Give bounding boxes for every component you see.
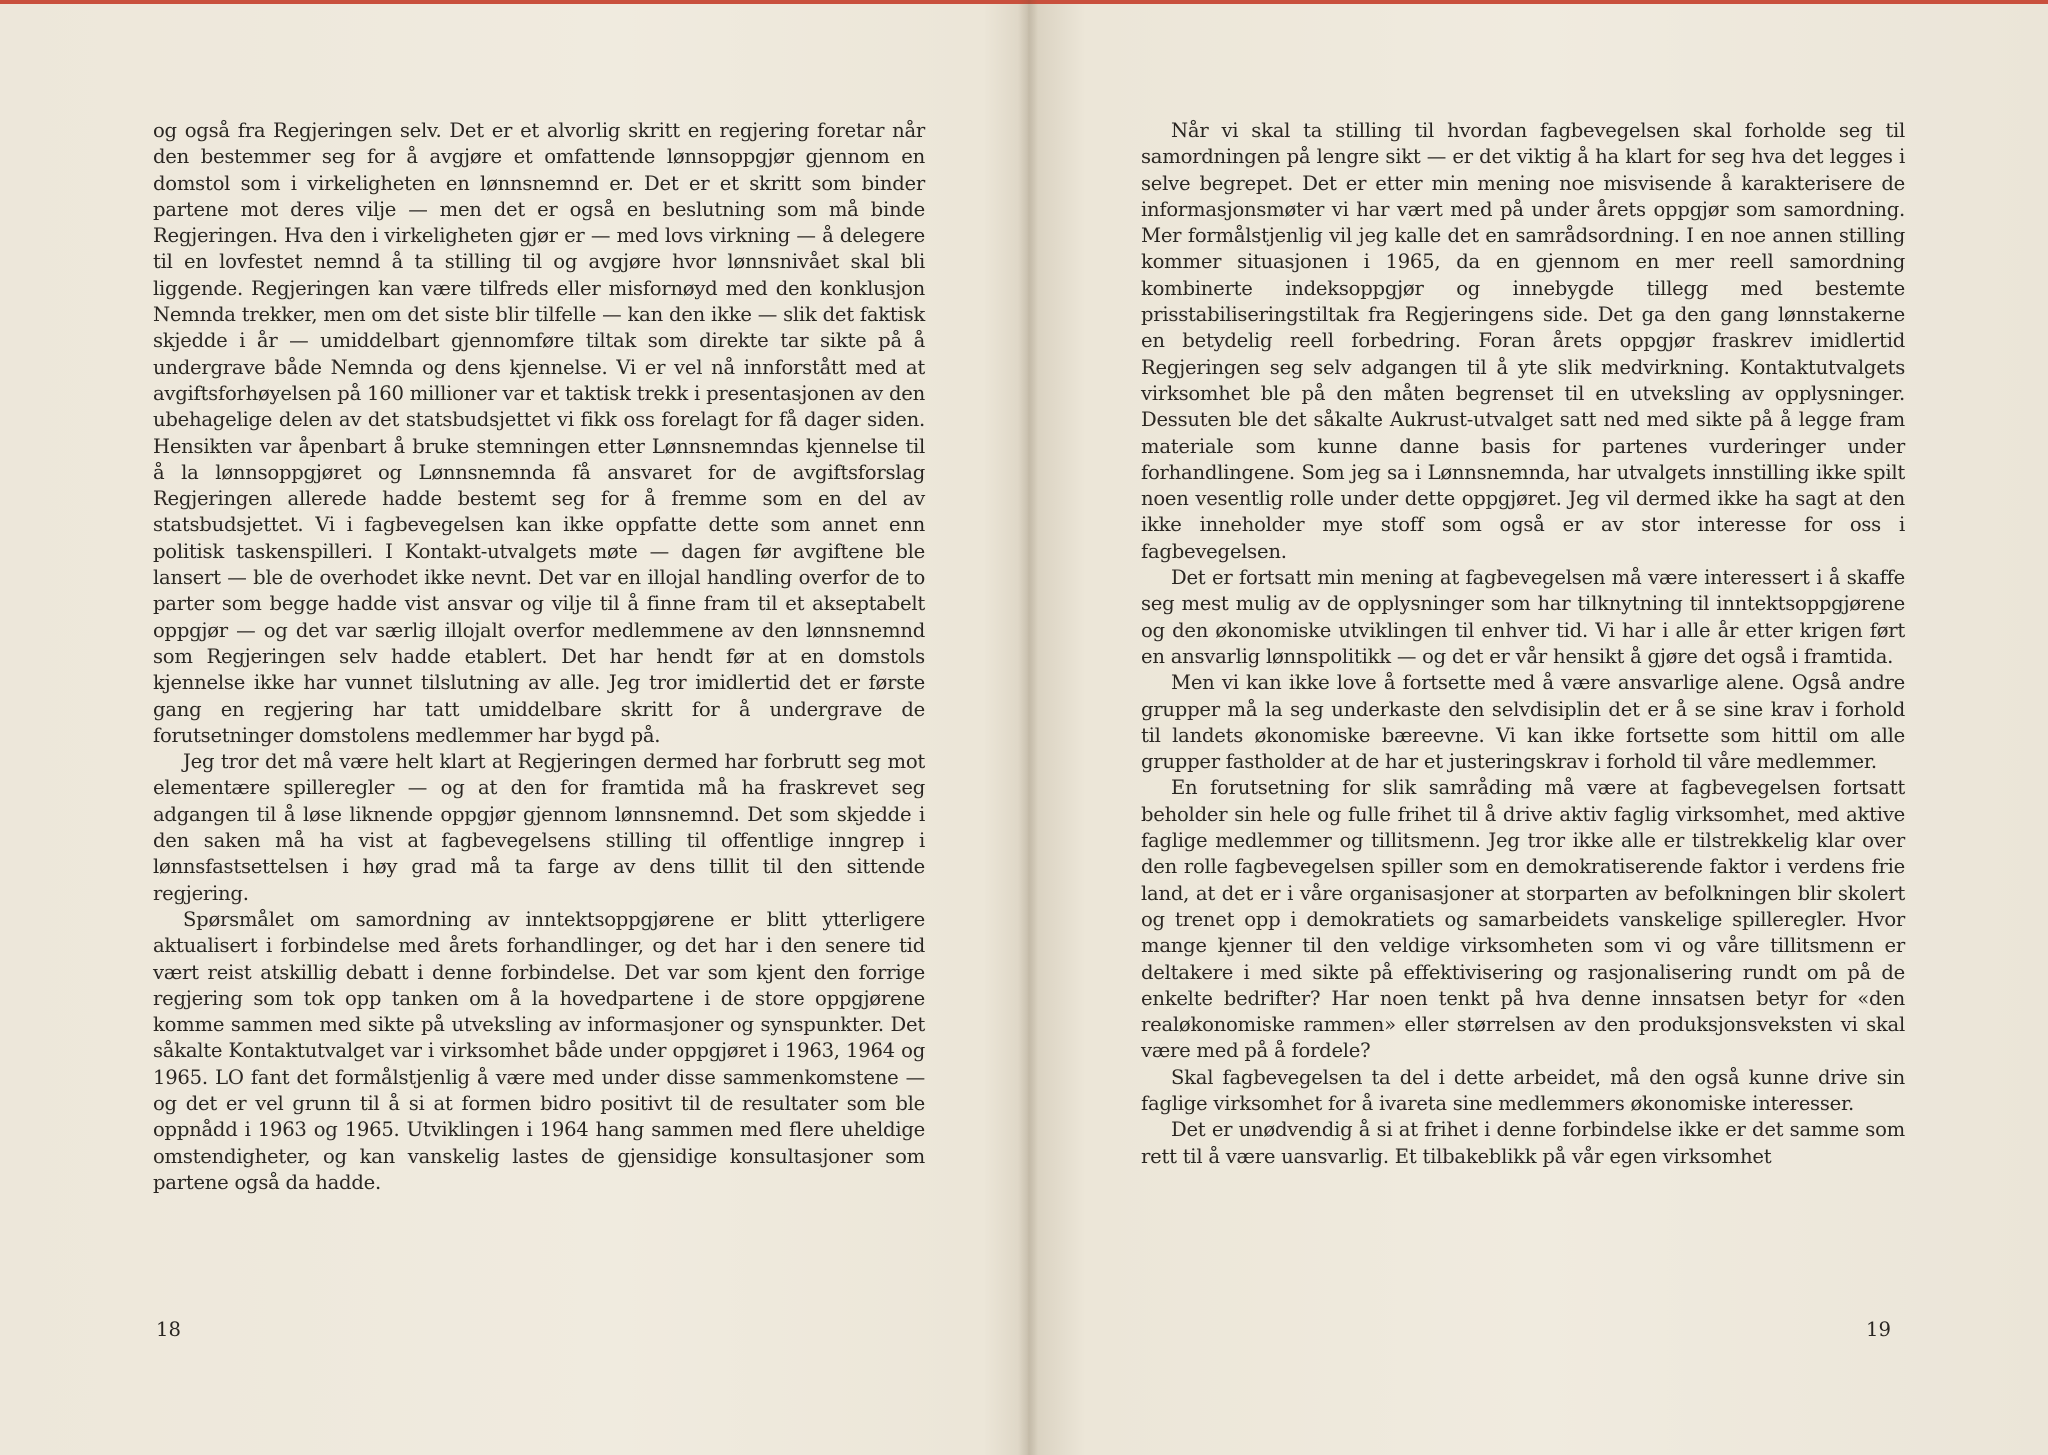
right-paragraph-4: En forutsetning for slik samråding må være at fagbevegelsen fortsatt beholder sin hele og fulle frihet til å drive aktiv faglig virksomhet, med aktive faglige medlemmer og tillitsmenn. Jeg tror ikke alle er tilstrekkelig klar over den rolle fagbevegelsen spiller som en demokratiserende faktor i verdens frie land, at det er i våre organisasjoner at storparten av befolkningen blir skolert og trenet opp i demokratiets og samarbeidets vanskelige spilleregler. Hvor mange kjenner til den veldige virksomheten som vi og våre tillitsmenn er deltakere i med sikte på effektivisering og rasjonalisering rundt om på de enkelte bedrifter? Har noen tenkt på hva denne innsatsen betyr for «den realøkonomiske rammen» eller størrelsen av den produksjonsveksten vi skal være med på å fordele? <box>1141 776 1905 1063</box>
left-paragraph-2: Jeg tror det må være helt klart at Regjeringen dermed har forbrutt seg mot elementære spilleregler — og at den for framtida må ha fraskrevet seg adgangen til å løse liknende oppgjør gjennom lønnsnemnd. Det som skjedde i den saken må ha vist at fagbevegelsens stilling til offentlige inngrep i lønnsfastsettelsen i høy grad må ta farge av dens tillit til den sittende regjering. <box>153 750 925 905</box>
left-page-text <box>153 118 925 1196</box>
left-paragraph-1: og også fra Regjeringen selv. Det er et alvorlig skritt en regjering foretar når den bestemmer seg for å avgjøre et omfattende lønnsoppgjør gjennom en domstol som i virkeligheten en lønnsnemnd er. Det er et skritt som binder partene mot deres vilje — men det er også en beslutning som må binde Regjeringen. Hva den i virkeligheten gjør er — med lovs virkning — å delegere til en lovfestet nemnd å ta stilling til og avgjøre hvor lønnsnivået skal bli liggende. Regjeringen kan være tilfreds eller misfornøyd med den konklusjon Nemnda trekker, men om det siste blir tilfelle — kan den ikke — slik det faktisk skjedde i år — umiddelbart gjennomføre tiltak som direkte tar sikte på å undergrave både Nemnda og dens kjennelse. Vi er vel nå innforstått med at avgiftsforhøyelsen på 160 millioner var et taktisk trekk i presentasjonen av den ubehagelige delen av det statsbudsjettet vi fikk oss forelagt for få dager siden. Hensikten var åpenbart å bruke stemningen etter Lønnsnemndas kjennelse til å la lønnsoppgjøret og Lønnsnemnda få ansvaret for de avgiftsforslag Regjeringen allerede hadde bestemt seg for å fremme som en del av statsbudsjettet. Vi i fagbevegelsen kan ikke oppfatte dette som annet enn politisk taskenspilleri. I Kontakt-utvalgets møte — dagen før avgiftene ble lansert — ble de overhodet ikke nevnt. Det var en illojal handling overfor de to parter som begge hadde vist ansvar og vilje til å finne fram til et akseptabelt oppgjør — og det var særlig illojalt overfor medlemmene av den lønnsnemnd som Regjeringen selv hadde etablert. Det har hendt før at en domstols kjennelse ikke har vunnet tilslutning av alle. Jeg tror imidlertid det er første gang en regjering har tatt umiddelbare skritt for å undergrave de forutsetninger domstolens medlemmer har bygd på. <box>153 119 925 747</box>
right-paragraph-3: Men vi kan ikke love å fortsette med å være ansvarlige alene. Også andre grupper må la seg underkaste den selvdisiplin det er å se sine krav i forhold til landets økonomiske bæreevne. Vi kan ikke fortsette som hittil om alle grupper fastholder at de har et justeringskrav i forhold til våre medlemmer. <box>1141 671 1905 774</box>
right-paragraph-1: Når vi skal ta stilling til hvordan fagbevegelsen skal forholde seg til samordningen på lengre sikt — er det viktig å ha klart for seg hva det legges i selve begrepet. Det er etter min mening noe misvisende å karakterisere de informasjonsmøter vi har vært med på under årets oppgjør som samordning. Mer formålstjenlig vil jeg kalle det en samrådsordning. I en noe annen stilling kommer situasjonen i 1965, da en gjennom en mer reell samordning kombinerte indeksoppgjør og innebygde tillegg med bestemte prisstabiliseringstiltak fra Regjeringens side. Det ga den gang lønnstakerne en betydelig reell forbedring. Foran årets oppgjør fraskrev imidlertid Regjeringen seg selv adgangen til å yte slik medvirkning. Kontaktutvalgets virksomhet ble på den måten begrenset til en utveksling av opplysninger. Dessuten ble det såkalte Aukrust-utvalget satt ned med sikte på å legge fram materiale som kunne danne basis for partenes vurderinger under forhandlingene. Som jeg sa i Lønnsnemnda, har utvalgets innstilling ikke spilt noen vesentlig rolle under dette oppgjøret. Jeg vil dermed ikke ha sagt at den ikke inneholder mye stoff som også er av stor interesse for oss i fagbevegelsen. <box>1141 119 1905 563</box>
right-paragraph-6: Det er unødvendig å si at frihet i denne forbindelse ikke er det samme som rett til å være uansvarlig. Et tilbakeblikk på vår egen virksomhet <box>1141 1118 1905 1168</box>
book-gutter <box>1018 0 1038 1455</box>
right-page-text <box>1141 118 1905 1170</box>
left-page-number: 18 <box>156 1318 181 1341</box>
right-paragraph-2: Det er fortsatt min mening at fagbevegelsen må være interessert i å skaffe seg mest mulig av de opplysninger som har tilknytning til inntektsoppgjørene og den økonomiske utviklingen til enhver tid. Vi har i alle år etter krigen ført en ansvarlig lønnspolitikk — og det er vår hensikt å gjøre det også i framtida. <box>1141 566 1905 668</box>
right-paragraph-5: Skal fagbevegelsen ta del i dette arbeidet, må den også kunne drive sin faglige virksomhet for å ivareta sine medlemmers økonomiske interesser. <box>1141 1065 1905 1115</box>
left-paragraph-3: Spørsmålet om samordning av inntektsoppgjørene er blitt ytterligere aktualisert i forbindelse med årets forhandlinger, og det har i den senere tid vært reist atskillig debatt i denne forbindelse. Det var som kjent den forrige regjering som tok opp tanken om å la hovedpartene i de store oppgjørene komme sammen med sikte på utveksling av informasjoner og synspunkter. Det såkalte Kontaktutvalget var i virksomhet både under oppgjøret i 1963, 1964 og 1965. LO fant det formålstjenlig å være med under disse sammenkomstene — og det er vel grunn til å si at formen bidro positivt til de resultater som ble oppnådd i 1963 og 1965. Utviklingen i 1964 hang sammen med flere uheldige omstendigheter, og kan vanskelig lastes de gjensidige konsultasjoner som partene også da hadde. <box>153 907 925 1194</box>
right-page-number: 19 <box>1866 1318 1891 1341</box>
